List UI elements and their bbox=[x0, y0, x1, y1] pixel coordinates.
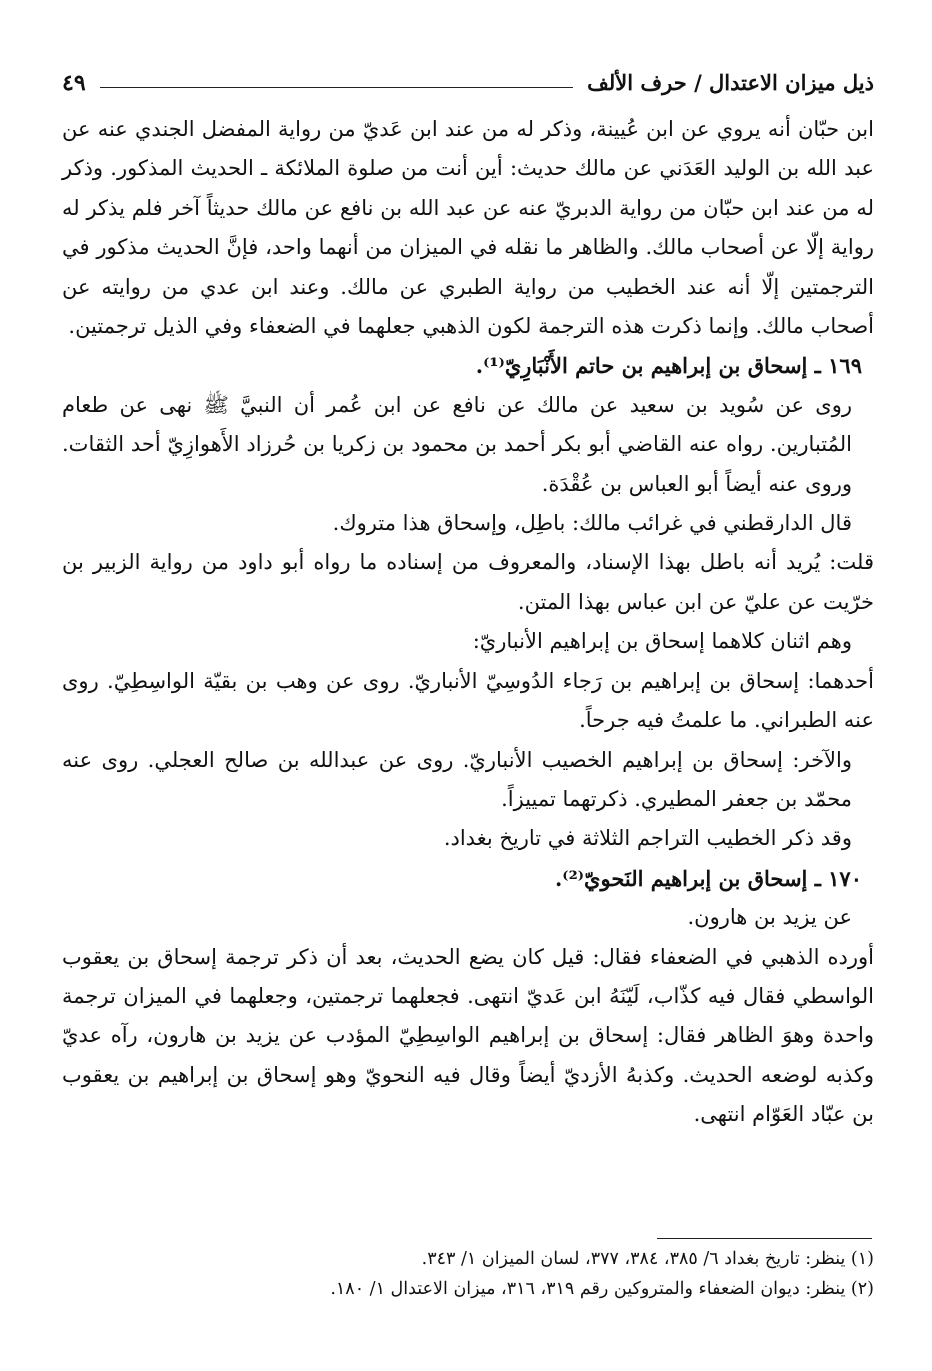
page-number: ٤٩ bbox=[62, 70, 86, 96]
footnote-1: (١) ينظر: تاريخ بغداد ٦/ ٣٨٥، ٣٨٤، ٣٧٧، لسان الميزان ١/ ٣٤٣. bbox=[421, 1249, 874, 1269]
paragraph: ابن حبّان أنه يروي عن ابن عُيينة، وذكر له من عند ابن عَديّ من رواية المفضل الجندي عنه عن عبد الله بن الوليد العَدَني عن مالك حديث: أين أنت من صلوة الملائكة ـ الحديث المذكور. وذكر له من عند ابن حبّان من رواية الدبريّ عنه عن عبد الله بن نافع عن مالك حديثاً آخر فلم يذكر له رواية إلّا عن أصحاب مالك. والظاهر ما نقله في الميزان من أنهما واحد، فإنَّ الحديث مذكور في الترجمتين إلّا أنه عند الخطيب من رواية الطبري عن مالك. وعند ابن عدي من روايته عن أصحاب مالك. وإنما ذكرت هذه الترجمة لكون الذهبي جعلهما في الضعفاء وفي الذيل ترجمتين. bbox=[62, 117, 874, 339]
paragraph: قال الدارقطني في غرائب مالك: باطِل، وإسحاق هذا متروك. bbox=[332, 511, 852, 536]
entry-heading: ١٦٩ ـ إسحاق بن إبراهيم بن حاتم الأَنْبَارِيّ⁽¹⁾. bbox=[475, 353, 862, 379]
paragraph: وهم اثنان كلاهما إسحاق بن إبراهيم الأنباريّ: bbox=[472, 629, 852, 654]
entry-heading: ١٧٠ ـ إسحاق بن إبراهيم النَحويّ⁽²⁾. bbox=[555, 865, 862, 891]
footnotes bbox=[62, 1238, 874, 1304]
paragraph: أورده الذهبي في الضعفاء فقال: قيل كان يضع الحديث، بعد أن ذكر ترجمة إسحاق بن يعقوب الواسطي فقال فيه كذّاب، لَيّنَهُ ابن عَديّ انتهى. فجعلهما ترجمتين، وجعلهما في الميزان ترجمة واحدة وهوَ الظاهر فقال: إسحاق بن إبراهيم الواسِطِيّ المؤدب عن يزيد بن هارون، رآه عديّ وكذبه لوضعه الحديث. وكذبهُ الأزديّ أيضاً وقال فيه النحويّ وهو إسحاق بن إبراهيم بن يعقوب بن عبّاد العَوّام انتهى. bbox=[62, 944, 874, 1127]
running-header bbox=[62, 56, 874, 96]
paragraph: روى عن سُويد بن سعيد عن مالك عن نافع عن ابن عُمر أن النبيَّ ﷺ نهى عن طعام المُتبارين. رواه عنه القاضي أبو بكر أحمد بن محمود بن زكريا بن حُرزاد الأَهوازِيّ أحد الثقات. وروى عنه أيضاً أبو العباس بن عُقْدَة. bbox=[62, 392, 852, 496]
footnote-rule bbox=[657, 1238, 872, 1239]
paragraph: وقد ذكر الخطيب التراجم الثلاثة في تاريخ بغداد. bbox=[443, 826, 852, 851]
header-rule bbox=[100, 87, 574, 88]
paragraph: أحدهما: إسحاق بن إبراهيم بن رَجاء الدُوسِيّ الأنباريّ. روى عن وهب بن بقيّة الواسِطِيّ. روى عنه الطبراني. ما علمتُ فيه جرحاً. bbox=[62, 668, 874, 733]
main-text bbox=[62, 110, 874, 1135]
header-title: ذيل ميزان الاعتدال / حرف الألف bbox=[587, 70, 874, 95]
paragraph: عن يزيد بن هارون. bbox=[687, 905, 852, 930]
paragraph: والآخر: إسحاق بن إبراهيم الخصيب الأنباريّ. روى عن عبدالله بن صالح العجلي. روى عنه محمّد بن جعفر المطيري. ذكرتهما تمييزاً. bbox=[62, 747, 852, 811]
footnote-2: (٢) ينظر: ديوان الضعفاء والمتروكين رقم ٣١٩، ٣١٦، ميزان الاعتدال ١/ ١٨٠. bbox=[330, 1279, 874, 1299]
paragraph: قلت: يُريد أنه باطل بهذا الإسناد، والمعروف من إسناده ما رواه أبو داود من رواية الزبير بن خرّيت عن عليّ عن ابن عباس بهذا المتن. bbox=[62, 550, 874, 614]
